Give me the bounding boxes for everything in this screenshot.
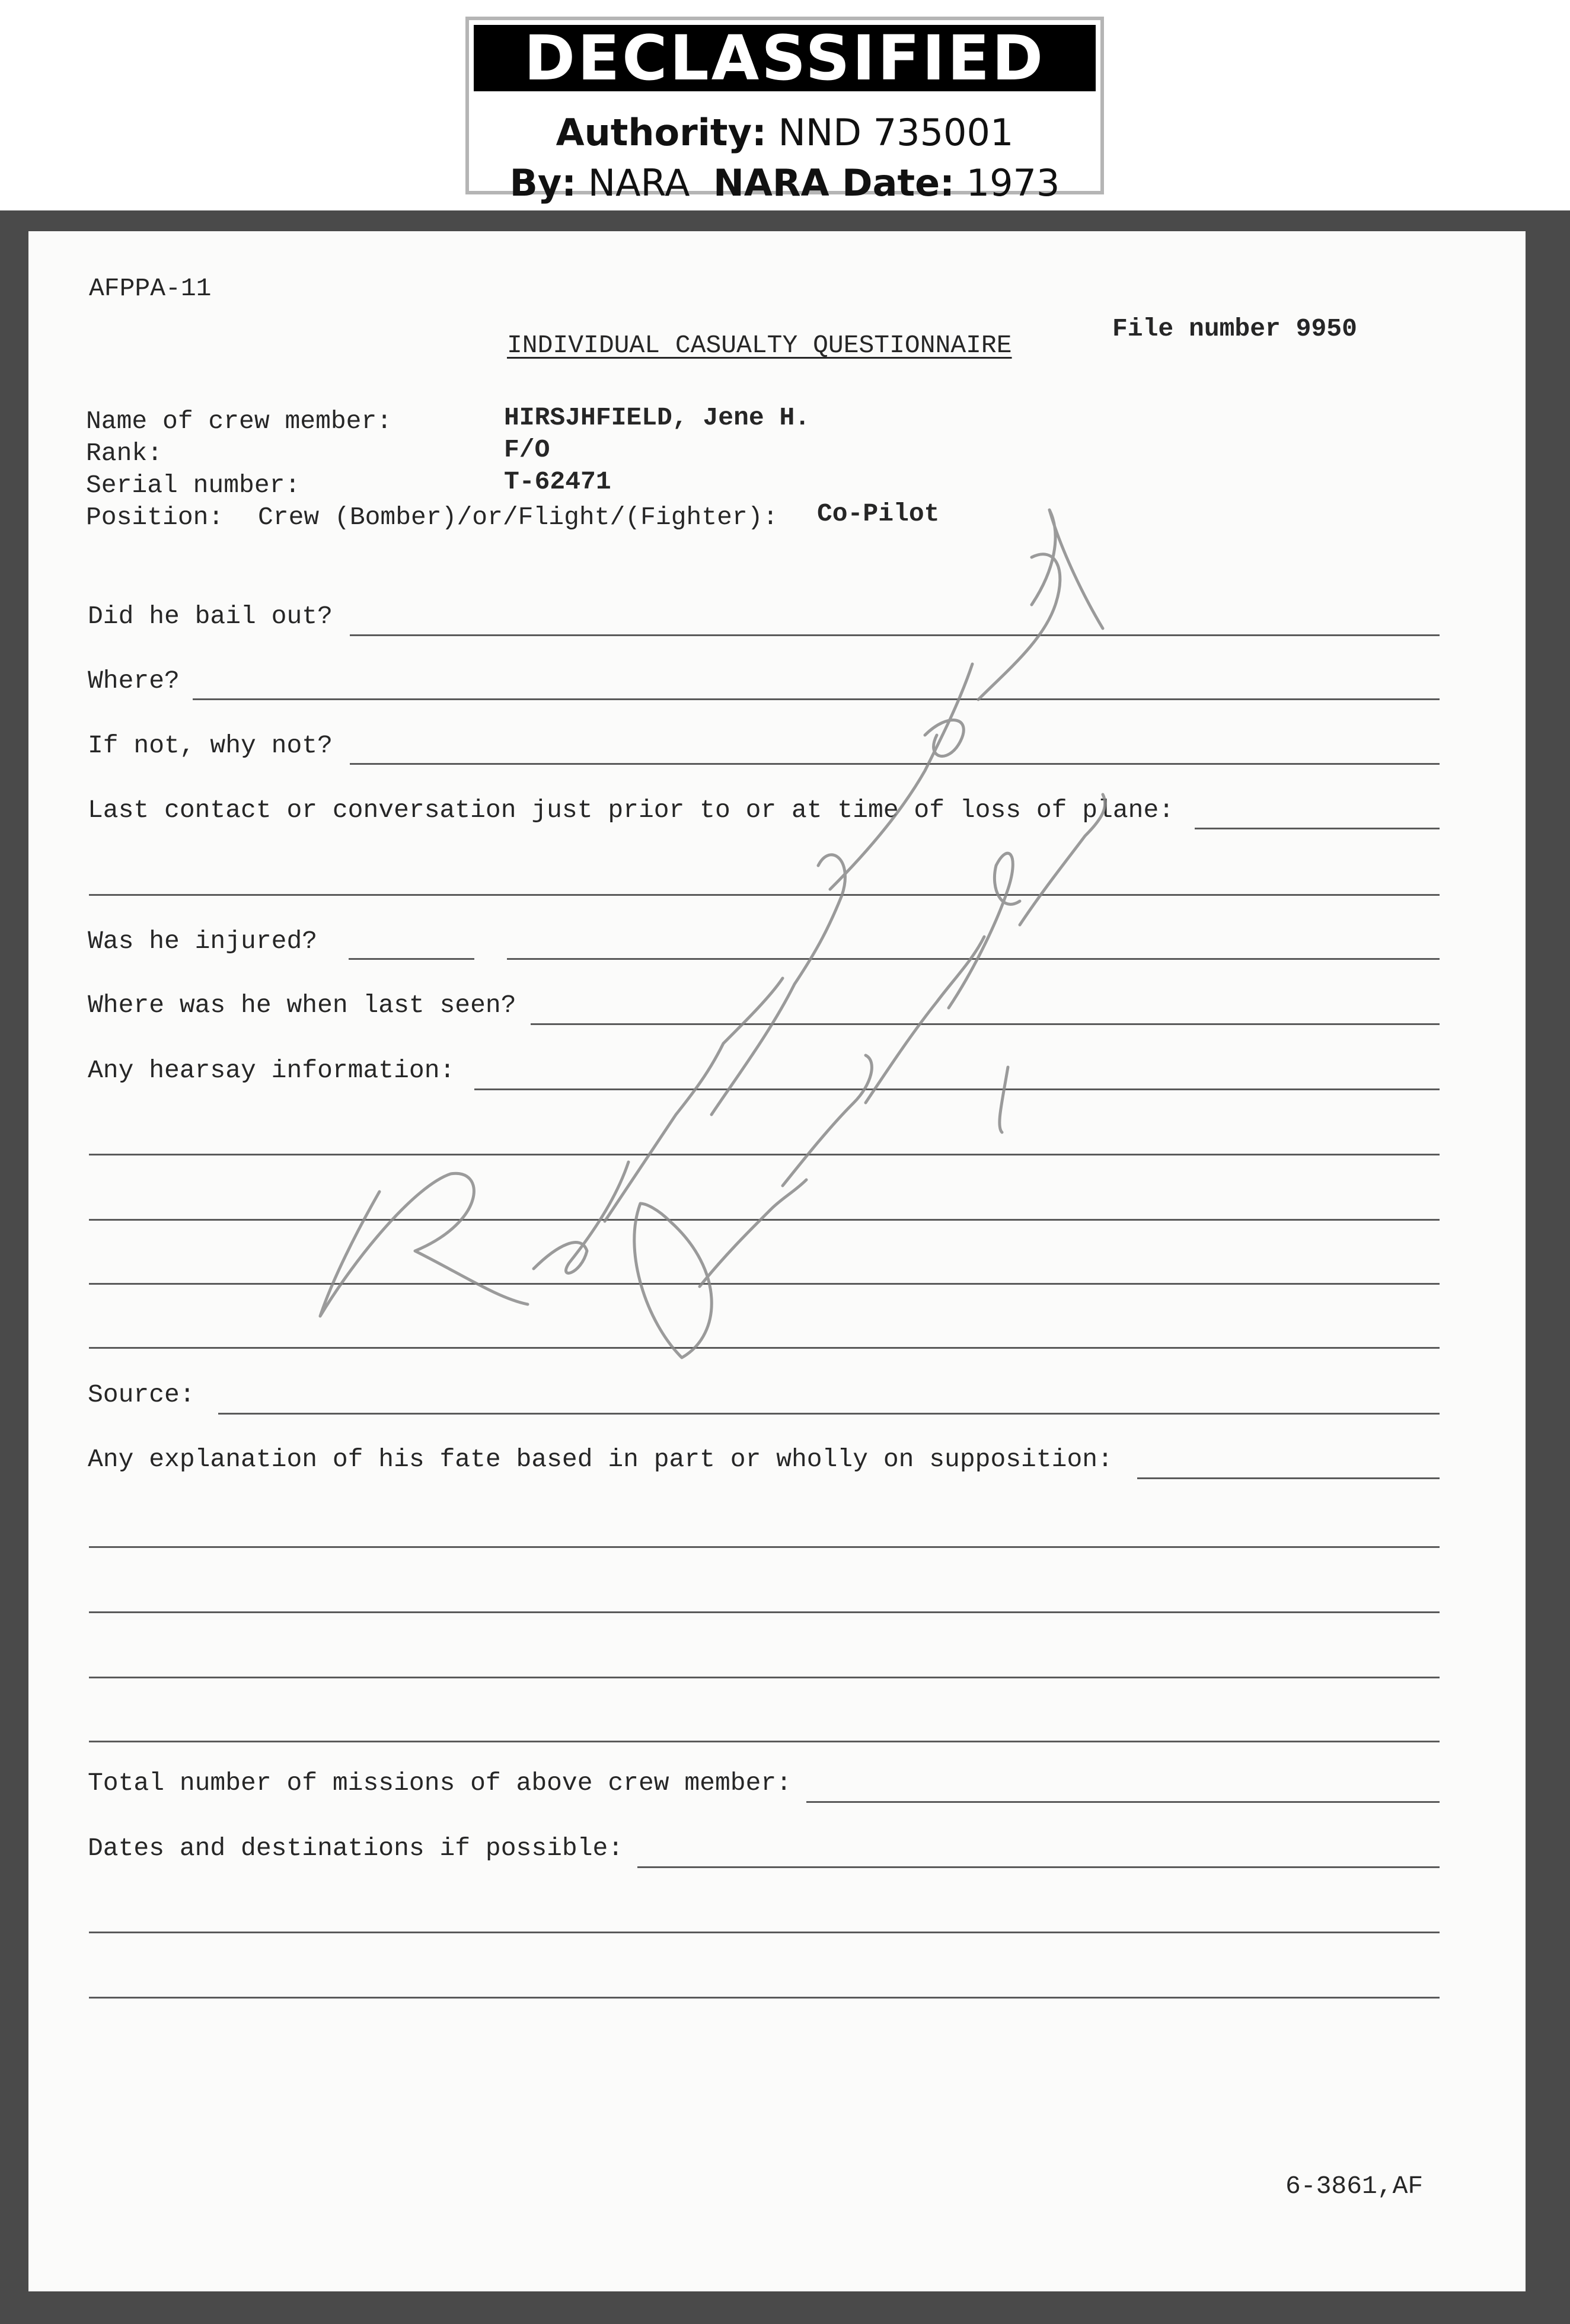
declassified-stamp [465,17,1104,205]
form-paper [28,231,1526,2291]
question-injured: Was he injured? [88,927,318,956]
stamp-authority [469,109,1100,157]
answer-line [89,1997,1440,1999]
form-title: INDIVIDUAL CASUALTY QUESTIONNAIRE [507,331,1012,360]
answer-line [89,1932,1440,1933]
answer-line [89,1546,1440,1548]
serial-number-value: T-62471 [504,467,611,496]
answer-line [350,634,1440,636]
stamp-authority-label: Authority: [556,111,767,154]
answer-line [218,1413,1440,1415]
question-bail-out: Did he bail out? [88,602,333,631]
answer-line [89,1219,1440,1221]
question-last-contact: Last contact or conversation just prior to or at time of loss of plane: [88,796,1175,825]
file-number: File number 9950 [1112,314,1357,343]
serial-number-label: Serial number: [86,471,301,500]
stamp-date-label: NARA Date: [713,161,955,205]
question-missions: Total number of missions of above crew member: [88,1768,792,1798]
stamp-title: DECLASSIFIED [474,25,1096,91]
question-where: Where? [88,666,180,695]
answer-line [637,1866,1440,1868]
question-if-not: If not, why not? [88,731,333,760]
answer-line [1137,1477,1440,1479]
answer-line [89,1347,1440,1349]
answer-line [89,1741,1440,1742]
question-explanation: Any explanation of his fate based in part or wholly on supposition: [88,1445,1113,1474]
answer-line [531,1023,1440,1025]
answer-line [89,1677,1440,1678]
answer-line [89,1154,1440,1155]
question-dates: Dates and destinations if possible: [88,1834,624,1863]
answer-line [193,698,1440,700]
answer-line [1195,828,1440,829]
position-label: Position: [86,503,224,532]
question-last-seen: Where was he when last seen? [88,991,516,1020]
form-number: 6-3861,AF [1285,2172,1424,2201]
answer-line [806,1801,1440,1803]
stamp-by-label: By: [509,161,577,205]
form-code: AFPPA-11 [89,274,212,303]
stamp-by-date [469,159,1100,207]
answer-line [349,958,474,960]
position-value: Co-Pilot [817,499,940,528]
scanned-page [0,210,1570,2324]
answer-line [507,958,1440,960]
answer-line [474,1088,1440,1090]
answer-line [350,763,1440,765]
answer-line [89,894,1440,896]
answer-line [89,1283,1440,1285]
stamp-authority-value: NND 735001 [778,111,1014,154]
position-options: Crew (Bomber)/or/Flight/(Fighter): [258,503,778,532]
stamp-by-value: NARA [588,161,690,205]
crew-name-value: HIRSJHFIELD, Jene H. [504,403,810,432]
answer-line [89,1611,1440,1613]
question-source: Source: [88,1380,195,1409]
rank-label: Rank: [86,439,163,468]
crew-name-label: Name of crew member: [86,407,392,436]
rank-value: F/O [504,435,550,464]
question-hearsay: Any hearsay information: [88,1056,455,1085]
stamp-date-value: 1973 [966,161,1060,205]
